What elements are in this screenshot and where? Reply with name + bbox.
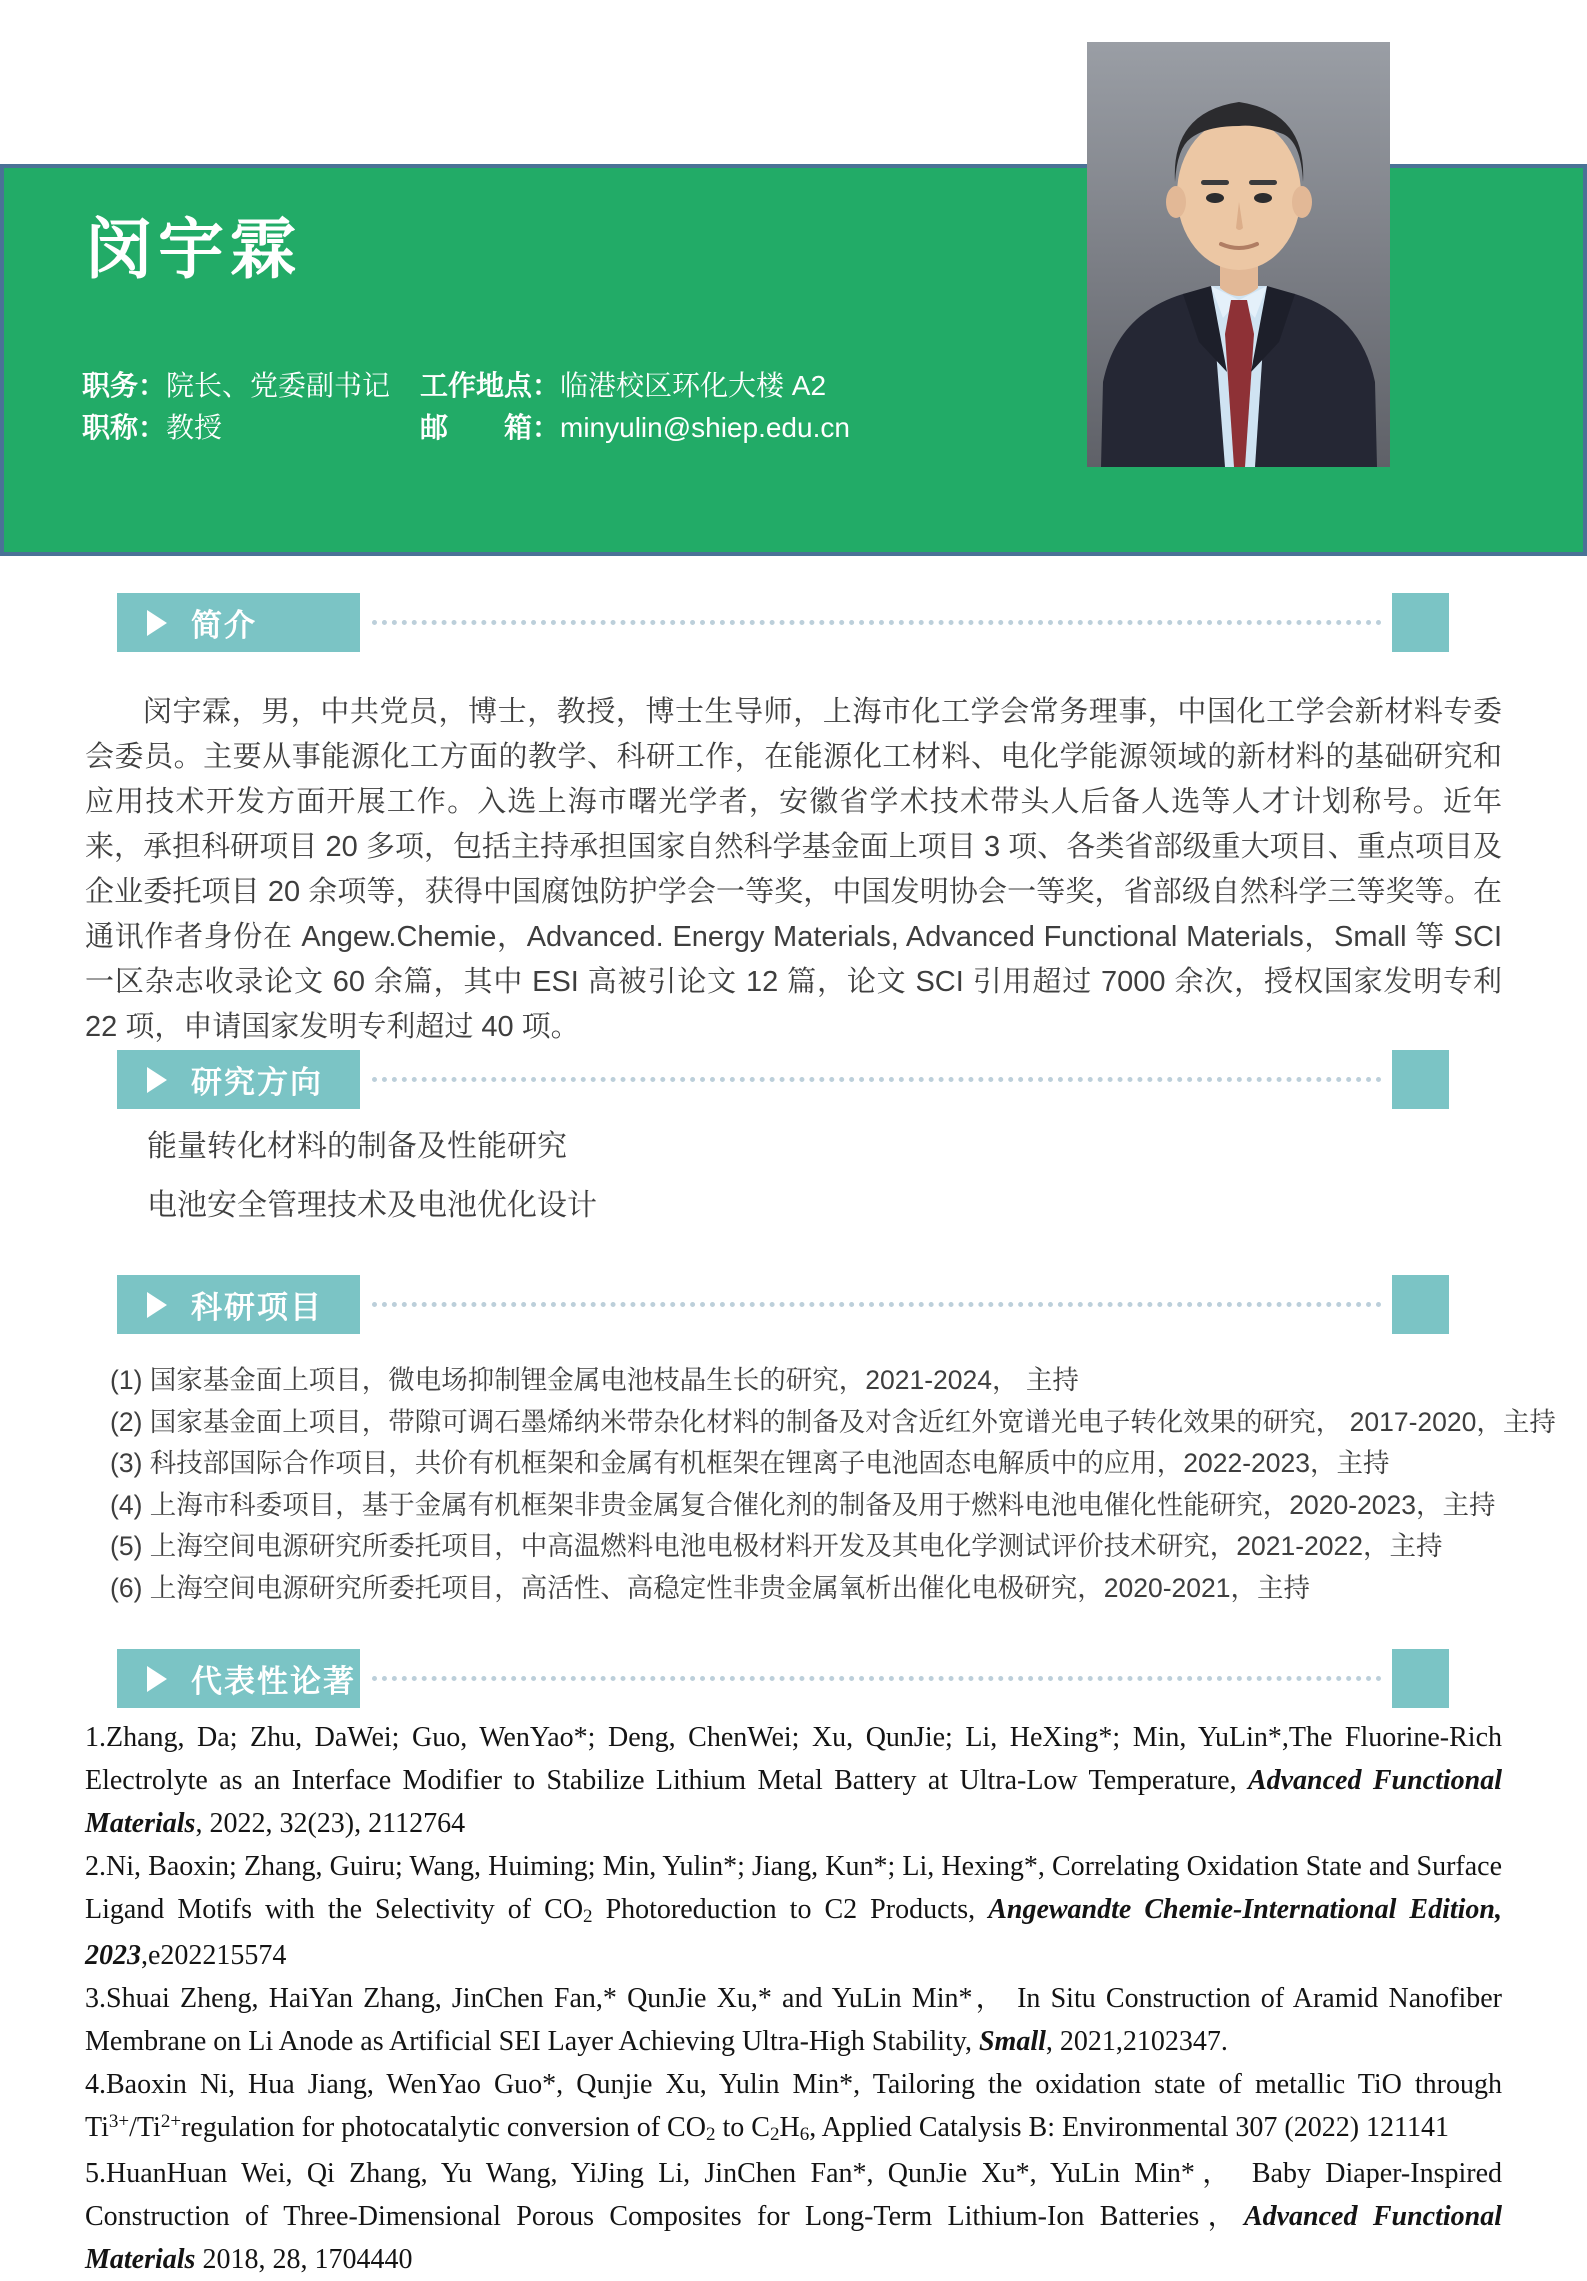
email-value[interactable]: minyulin@shiep.edu.cn — [560, 412, 850, 443]
section-header-intro — [117, 593, 1449, 652]
projects-header-box — [117, 1275, 360, 1334]
section-end-square — [1392, 1275, 1449, 1334]
project-item: (1) 国家基金面上项目，微电场抑制锂金属电池枝晶生长的研究，2021-2024， 主持 — [110, 1365, 1079, 1395]
title-label: 职称： — [82, 412, 167, 443]
title-value: 教授 — [166, 412, 223, 443]
intro-paragraph: 闵宇霖，男，中共党员，博士，教授，博士生导师，上海市化工学会常务理事，中国化工学会新材料专委会委员。主要从事能源化工方面的教学、科研工作，在能源化工材料、电化学能源领域的新材料的基础研究和应用技术开发方面开展工作。入选上海市曙光学者，安徽省学术技术带头人后备人选等人才计划称号。近年来，承担科研项目 20 多项，包括主持承担国家自然科学基金面上项目 3 项、各类省部级重大项目、重点项目及企业委托项目 20 余项等，获得中国腐蚀防护学会一等奖，中国发明协会一等奖，省部级自然科学三等奖等。在通讯作者身份在 Angew.Chemie，Advanced. Energy Materials, Advanced Functional Materials，Small 等 SCI 一区杂志收录论文 60 余篇，其中 ESI 高被引论文 12 篇，论文 SCI 引用超过 7000 余次，授权国家发明专利 22 项，申请国家发明专利超过 40 项。 — [85, 696, 1502, 1043]
research-item: 能量转化材料的制备及性能研究 — [147, 1130, 567, 1163]
project-item: (3) 科技部国际合作项目，共价有机框架和金属有机框架在锂离子电池固态电解质中的应用，2022-2023，主持 — [110, 1448, 1390, 1478]
publication-item: 4.Baoxin Ni, Hua Jiang, WenYao Guo*, Qunjie Xu, Yulin Min*, Tailoring the oxidation state of metallic TiO through $Ti^{3+}/Ti^{2+}regulation$ for photocatalytic conversion of CO2 to C2H6, Applied Catalysis B: Environmental 307 (2022) 121141 — [85, 2069, 1502, 2146]
publications-title: 代表性论著 — [191, 1664, 356, 1699]
publications-header-box — [117, 1649, 360, 1708]
research-header-box — [117, 1050, 360, 1109]
dotted-leader — [372, 1302, 1382, 1307]
project-item: (2) 国家基金面上项目，带隙可调石墨烯纳米带杂化材料的制备及对含近红外宽谱光电子转化效果的研究， 2017-2020，主持 — [110, 1406, 1556, 1437]
location-label: 工作地点： — [420, 370, 561, 401]
publication-item: 3.Shuai Zheng, HaiYan Zhang, JinChen Fan,* QunJie Xu,* and YuLin Min*， In Situ Construction of Aramid Nanofiber Membrane on Li Anode as Artificial SEI Layer Achieving Ultra-High Stability, Small, 2021,2102347. — [85, 1983, 1502, 2057]
publications-list — [85, 1716, 1502, 2281]
duty-label: 职务： — [82, 370, 167, 401]
project-item: (4) 上海市科委项目，基于金属有机框架非贵金属复合催化剂的制备及用于燃料电池电催化性能研究，2020-2023，主持 — [110, 1489, 1496, 1520]
publication-item: 5.HuanHuan Wei, Qi Zhang, Yu Wang, YiJing Li, JinChen Fan*, QunJie Xu*, YuLin Min*， Baby Diaper-Inspired Construction of Three-Dimensional Porous Composites for Long-Term Lithium-Ion Batteries，Advanced Functional Materials 2018, 28, 1704440 — [85, 2158, 1502, 2275]
research-title: 研究方向 — [191, 1065, 323, 1100]
section-header-research — [117, 1050, 1449, 1109]
intro-header-box — [117, 593, 360, 652]
location-value: 临港校区环化大楼 A2 — [560, 370, 827, 401]
section-header-publications — [117, 1649, 1449, 1708]
project-item: (5) 上海空间电源研究所委托项目，中高温燃料电池电极材料开发及其电化学测试评价技术研究，2021-2022，主持 — [110, 1531, 1443, 1561]
projects-title: 科研项目 — [191, 1290, 323, 1325]
project-item: (6) 上海空间电源研究所委托项目，高活性、高稳定性非贵金属氧析出催化电极研究，2020-2021，主持 — [110, 1572, 1310, 1603]
dotted-leader — [372, 620, 1382, 625]
section-arrow-icon — [147, 1067, 167, 1093]
section-arrow-icon — [147, 1666, 167, 1692]
research-list — [147, 1117, 1587, 1235]
research-item: 电池安全管理技术及电池优化设计 — [147, 1189, 597, 1222]
portrait-illustration — [1087, 42, 1390, 467]
section-arrow-icon — [147, 610, 167, 636]
publication-item: 1.Zhang, Da; Zhu, DaWei; Guo, WenYao*; Deng, ChenWei; Xu, QunJie; Li, HeXing*; Min, YuLin*,The Fluorine-Rich Electrolyte as an Interface Modifier to Stabilize Lithium Metal Battery at Ultra-Low Temperature, Advanced Functional Materials, 2022, 32(23), 2112764 — [85, 1722, 1502, 1839]
duty-value: 院长、党委副书记 — [166, 370, 391, 401]
profile-photo — [1087, 42, 1390, 467]
publication-item: 2.Ni, Baoxin; Zhang, Guiru; Wang, Huiming; Min, Yulin*; Jiang, Kun*; Li, Hexing*, Correlating Oxidation State and Surface Ligand Motifs with the Selectivity of CO2 Photoreduction to C2 Products, Angewandte Chemie-International Edition, 2023,e202215574 — [85, 1851, 1502, 1971]
section-header-projects — [117, 1275, 1449, 1334]
dotted-leader — [372, 1676, 1382, 1681]
person-name: 闵宇霖 — [86, 212, 302, 286]
email-label: 邮 箱： — [420, 412, 561, 443]
section-end-square — [1392, 1649, 1449, 1708]
section-arrow-icon — [147, 1292, 167, 1318]
section-end-square — [1392, 593, 1449, 652]
section-end-square — [1392, 1050, 1449, 1109]
intro-title: 简介 — [191, 608, 257, 643]
projects-list — [110, 1360, 1587, 1609]
dotted-leader — [372, 1077, 1382, 1082]
